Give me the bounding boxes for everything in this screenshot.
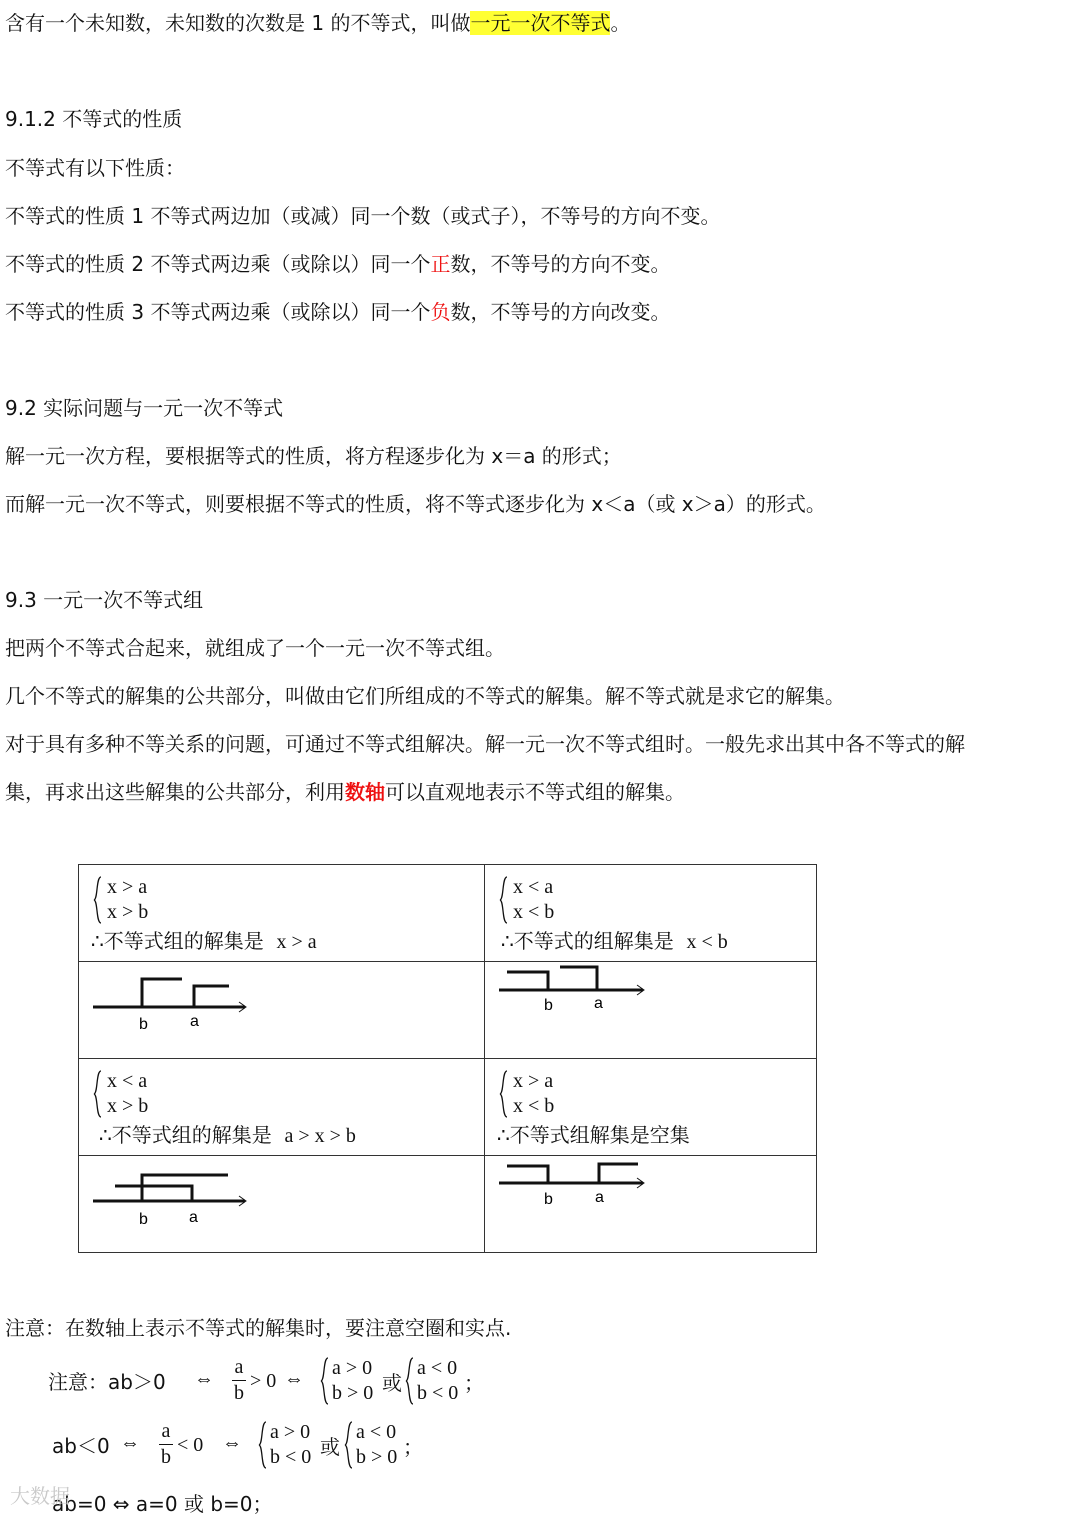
fraction-a-over-b bbox=[159, 1420, 173, 1469]
fraction-bar bbox=[159, 1444, 173, 1445]
iff-symbol: ⇔ bbox=[120, 1432, 140, 1454]
tick-label-a: a bbox=[595, 1189, 604, 1206]
system-row: a > 0 bbox=[270, 1421, 311, 1443]
property-3 bbox=[5, 298, 670, 326]
case-2-conclusion-text: ∴不等式的组解集是 bbox=[501, 929, 674, 953]
case-1-conclusion-math: x > a bbox=[276, 931, 317, 953]
case-3-row-1: x < a bbox=[107, 1070, 148, 1092]
iff-symbol: ⇔ bbox=[194, 1368, 214, 1390]
system-row: a < 0 bbox=[356, 1421, 397, 1443]
case-1-system bbox=[79, 865, 485, 962]
section-93-line-2: 几个不等式的解集的公共部分，叫做由它们所组成的不等式的解集。解不等式就是求它的解集。 bbox=[5, 684, 845, 708]
fraction-a-over-b bbox=[232, 1356, 246, 1405]
tick-label-a: a bbox=[594, 995, 603, 1012]
section-93-line-4-end: 可以直观地表示不等式组的解集。 bbox=[385, 780, 685, 804]
solution-ray-b bbox=[142, 1175, 228, 1201]
lt-zero: < 0 bbox=[177, 1434, 204, 1456]
section-92-line-2: 而解一元一次不等式，则要根据不等式的性质，将不等式逐步化为 x＜a（或 x＞a）的形式。 bbox=[5, 492, 826, 516]
tick-label-b: b bbox=[544, 997, 553, 1014]
section-93-line-1: 把两个不等式合起来，就组成了一个一元一次不等式组。 bbox=[5, 636, 505, 660]
section-heading-93: 9.3 一元一次不等式组 bbox=[5, 588, 204, 612]
gt-zero: > 0 bbox=[250, 1370, 277, 1392]
case-3-row-2: x > b bbox=[107, 1095, 149, 1117]
section-93-line-4-text: 集，再求出这些解集的公共部分，利用 bbox=[5, 780, 345, 804]
case-3-system bbox=[79, 1059, 485, 1156]
case-1-row-2: x > b bbox=[107, 901, 149, 923]
property-2-emphasis: 正 bbox=[430, 252, 451, 276]
system-row: b > 0 bbox=[332, 1382, 374, 1404]
tick-label-a: a bbox=[190, 1013, 199, 1030]
case-3-conclusion-math: a > x > b bbox=[284, 1125, 356, 1147]
fraction-bar bbox=[232, 1380, 246, 1381]
case-1-number-line bbox=[79, 962, 485, 1059]
fraction-numerator: a bbox=[161, 1420, 171, 1442]
property-2 bbox=[5, 250, 670, 278]
case-3-conclusion bbox=[99, 1119, 356, 1148]
case-4-system bbox=[485, 1059, 817, 1156]
left-brace-icon bbox=[499, 875, 509, 925]
system-row: b < 0 bbox=[417, 1382, 459, 1404]
solution-ray-a bbox=[115, 1186, 192, 1201]
solution-ray-b bbox=[507, 1166, 548, 1183]
case-4-number-line bbox=[485, 1156, 817, 1253]
solution-ray-b bbox=[507, 972, 548, 990]
number-line-diagram-3 bbox=[79, 1156, 485, 1252]
left-brace-icon bbox=[344, 1420, 354, 1470]
tick-label-b: b bbox=[544, 1191, 553, 1208]
solution-ray-a bbox=[560, 967, 597, 990]
case-1-conclusion bbox=[91, 925, 317, 954]
property-1: 不等式的性质 1 不等式两边加（或减）同一个数（或式子），不等号的方向不变。 bbox=[5, 204, 721, 228]
fraction-numerator: a bbox=[234, 1356, 244, 1378]
watermark: 大数据 bbox=[10, 1484, 70, 1508]
case-4-conclusion-text: ∴不等式组解集是空集 bbox=[497, 1123, 690, 1147]
note-2-label: 注意：ab＞0 bbox=[48, 1370, 166, 1394]
section-heading-912: 9.1.2 不等式的性质 bbox=[5, 107, 183, 131]
semicolon: ； bbox=[464, 1371, 484, 1395]
left-brace-icon bbox=[320, 1356, 330, 1406]
note-1: 注意：在数轴上表示不等式的解集时，要注意空圈和实点. bbox=[5, 1316, 512, 1340]
case-2-conclusion-math: x < b bbox=[686, 931, 728, 953]
property-2-text: 不等式的性质 2 不等式两边乘（或除以）同一个 bbox=[5, 252, 431, 276]
iff-symbol: ⇔ bbox=[222, 1432, 242, 1454]
left-brace-icon bbox=[499, 1069, 509, 1119]
intro-line bbox=[5, 9, 630, 37]
or-word: 或 bbox=[320, 1435, 340, 1459]
case-3-number-line bbox=[79, 1156, 485, 1253]
case-4-row-2: x < b bbox=[513, 1095, 555, 1117]
section-93-line-4 bbox=[5, 778, 685, 806]
case-1-conclusion-text: ∴不等式组的解集是 bbox=[91, 929, 264, 953]
case-4-conclusion bbox=[497, 1119, 690, 1148]
system-row: b > 0 bbox=[356, 1446, 398, 1468]
fraction-denominator: b bbox=[161, 1446, 171, 1468]
system-row: b < 0 bbox=[270, 1446, 312, 1468]
solution-ray-a bbox=[194, 986, 229, 1007]
tick-label-a: a bbox=[189, 1209, 198, 1226]
inequality-cases-table bbox=[78, 864, 817, 1253]
case-3-conclusion-text: ∴不等式组的解集是 bbox=[99, 1123, 272, 1147]
case-2-number-line bbox=[485, 962, 817, 1059]
number-line-diagram-1 bbox=[79, 962, 485, 1058]
system-row: a < 0 bbox=[417, 1357, 458, 1379]
case-2-system bbox=[485, 865, 817, 962]
number-line-diagram-4 bbox=[485, 1156, 817, 1252]
note-3-label: ab＜0 bbox=[52, 1434, 110, 1458]
section-912-lead: 不等式有以下性质： bbox=[5, 156, 185, 180]
case-4-row-1: x > a bbox=[513, 1070, 554, 1092]
left-brace-icon bbox=[93, 1069, 103, 1119]
section-92-line-1: 解一元一次方程，要根据等式的性质，将方程逐步化为 x＝a 的形式； bbox=[5, 444, 622, 468]
note-4: ab=0 ⇔ a=0 或 b=0； bbox=[52, 1492, 273, 1516]
property-2-text-end: 数，不等号的方向不变。 bbox=[450, 252, 671, 276]
iff-symbol: ⇔ bbox=[284, 1368, 304, 1390]
case-2-row-1: x < a bbox=[513, 876, 554, 898]
case-2-row-2: x < b bbox=[513, 901, 555, 923]
solution-ray-b bbox=[142, 979, 182, 1007]
semicolon: ； bbox=[403, 1435, 423, 1459]
number-line-diagram-2 bbox=[485, 962, 817, 1058]
left-brace-icon bbox=[405, 1356, 415, 1406]
property-3-text-end: 数，不等号的方向改变。 bbox=[450, 300, 671, 324]
section-heading-92: 9.2 实际问题与一元一次不等式 bbox=[5, 396, 284, 420]
intro-suffix: 。 bbox=[610, 11, 631, 35]
highlighted-term: 一元一次不等式 bbox=[470, 11, 611, 35]
tick-label-b: b bbox=[139, 1016, 148, 1033]
or-word: 或 bbox=[382, 1371, 402, 1395]
tick-label-b: b bbox=[139, 1211, 148, 1228]
system-row: a > 0 bbox=[332, 1357, 373, 1379]
intro-text: 含有一个未知数，未知数的次数是 1 的不等式，叫做 bbox=[5, 11, 471, 35]
number-line-term: 数轴 bbox=[345, 780, 385, 804]
property-3-text: 不等式的性质 3 不等式两边乘（或除以）同一个 bbox=[5, 300, 431, 324]
left-brace-icon bbox=[258, 1420, 268, 1470]
property-3-emphasis: 负 bbox=[430, 300, 451, 324]
fraction-denominator: b bbox=[234, 1382, 244, 1404]
solution-ray-a bbox=[599, 1164, 638, 1183]
case-2-conclusion bbox=[501, 925, 728, 954]
section-93-line-3: 对于具有多种不等关系的问题，可通过不等式组解决。解一元一次不等式组时。一般先求出其中各不等式的解 bbox=[5, 732, 965, 756]
case-1-row-1: x > a bbox=[107, 876, 148, 898]
left-brace-icon bbox=[93, 875, 103, 925]
